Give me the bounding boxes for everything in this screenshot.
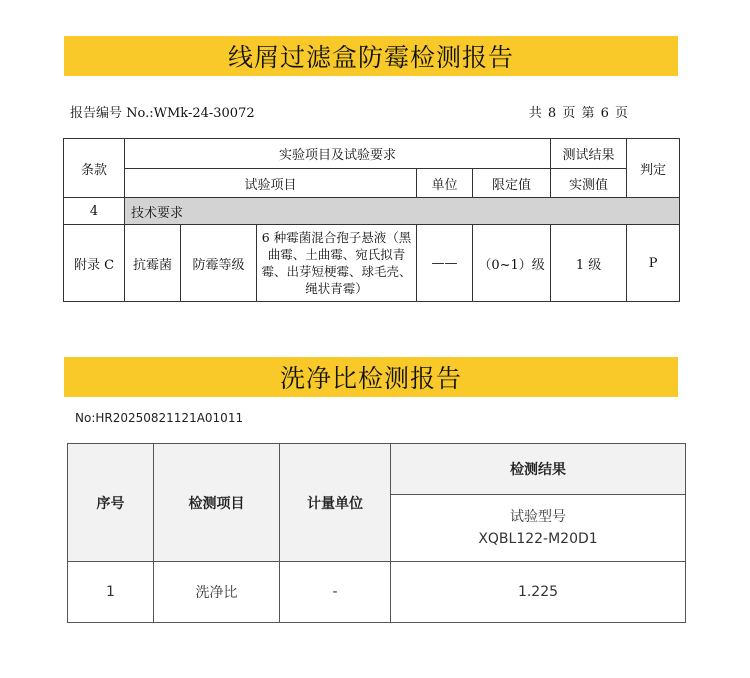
header-test-item: 试验项目 (125, 169, 417, 198)
wash-ratio-table (67, 443, 686, 623)
row-value: 1.225 (391, 562, 686, 623)
row-verdict: P (627, 225, 680, 302)
row-clause: 附录 C (64, 225, 125, 302)
header-item: 检测项目 (154, 444, 280, 562)
report-title-banner-2 (64, 357, 678, 397)
header-verdict: 判定 (627, 139, 680, 198)
header-measured: 实测值 (551, 169, 627, 198)
header-results: 测试结果 (551, 139, 627, 169)
model-number: XQBL122-M20D1 (478, 531, 598, 547)
report-title-banner-1 (64, 36, 678, 76)
header-unit: 单位 (417, 169, 473, 198)
row-measured: 1 级 (551, 225, 627, 302)
model-label: 试验型号 (510, 509, 566, 525)
section-title: 技术要求 (125, 198, 680, 225)
header-unit: 计量单位 (280, 444, 391, 562)
row-unit: - (280, 562, 391, 623)
report-title-1: 线屑过滤盒防霉检测报告 (227, 43, 514, 72)
section-number: 4 (64, 198, 125, 225)
sample-number: No:HR20250821121A01011 (75, 411, 244, 425)
row-sub-item: 防霉等级 (181, 225, 257, 302)
row-item: 抗霉菌 (125, 225, 181, 302)
header-clause: 条款 (64, 139, 125, 198)
row-unit: —— (417, 225, 473, 302)
report-title-2: 洗净比检测报告 (279, 364, 462, 393)
row-item: 洗净比 (154, 562, 280, 623)
page-info: 共 8 页 第 6 页 (528, 106, 628, 121)
row-limit: （0~1）级 (473, 225, 551, 302)
model-cell (391, 495, 686, 562)
report-number: 报告编号 No.:WMk-24-30072 (70, 106, 255, 121)
header-result: 检测结果 (391, 444, 686, 495)
header-seq: 序号 (68, 444, 154, 562)
header-items-requirements: 实验项目及试验要求 (125, 139, 551, 169)
antifungal-test-table (63, 138, 680, 302)
row-description: 6 种霉菌混合孢子悬液（黑曲霉、土曲霉、宛氏拟青霉、出芽短梗霉、球毛壳、绳状青霉） (257, 225, 417, 302)
header-limit: 限定值 (473, 169, 551, 198)
row-seq: 1 (68, 562, 154, 623)
